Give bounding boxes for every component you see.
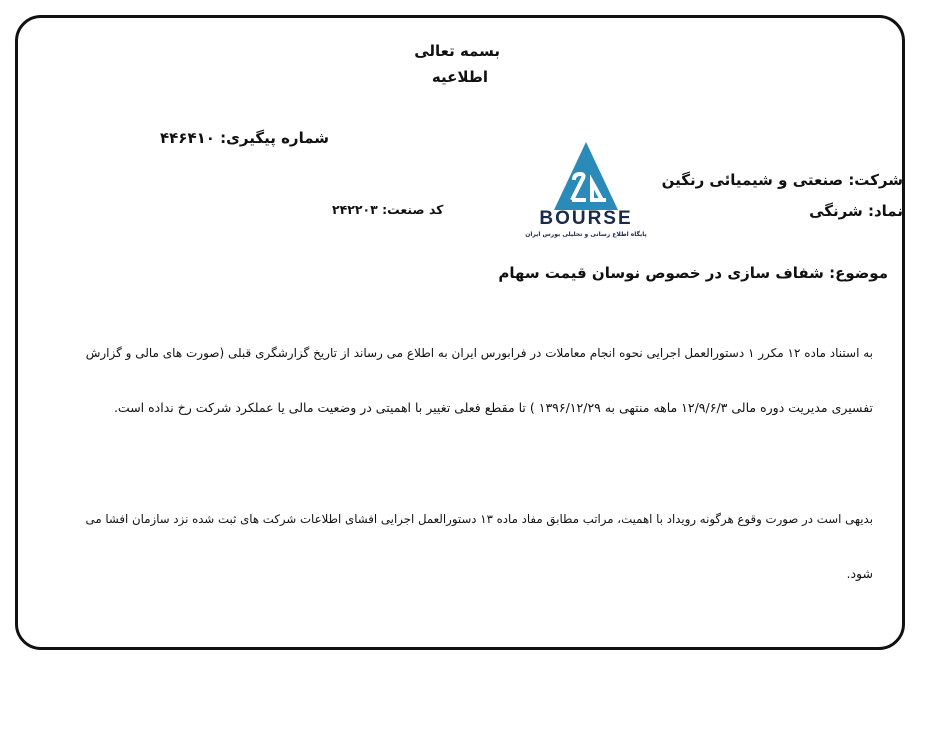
body-paragraph-1-line-2: تفسیری مدیریت دوره مالی ۱۲/۹/۶/۳ ماهه منتهی به ۱۳۹۶/۱۲/۲۹ ) تا مقطع فعلی تغییر با اهمیتی در وضعیت مالی یا عملکرد شرکت رخ نداده است.: [113, 400, 873, 415]
document-frame: [15, 15, 905, 650]
subject-label: موضوع:: [829, 264, 888, 282]
body-paragraph-1-line-1: به استناد ماده ۱۲ مکرر ۱ دستورالعمل اجرایی نحوه انجام معاملات در فرابورس ایران به اطلاع می رساند از تاریخ گزارشگری قبلی (صورت های مالی و گزارش: [85, 346, 873, 360]
tracking-number: [160, 129, 329, 147]
bourse-wordmark: BOURSE: [539, 208, 633, 229]
bismillah-heading: بسمه تعالی: [414, 42, 500, 60]
company-symbol-value: شرنگی: [809, 202, 863, 220]
body-paragraph-2-line-1: بدیهی است در صورت وقوع هرگونه رویداد با اهمیت، مراتب مطابق مفاد ماده ۱۳ دستورالعمل اجرایی افشای اطلاعات شرکت های ثبت شده نزد سازمان افشا می: [85, 512, 873, 526]
tracking-number-label: شماره پیگیری:: [220, 129, 330, 147]
industry-code: [332, 202, 443, 217]
subject-line: [498, 264, 888, 282]
bourse-tagline: پایگاه اطلاع رسانی و تحلیلی بورس ایران: [525, 231, 647, 238]
triangle-emblem-icon: [554, 142, 618, 210]
company-name-label: شرکت:: [848, 171, 903, 189]
bourse-logo: [522, 140, 650, 240]
company-symbol-label: نماد:: [867, 202, 903, 220]
industry-code-value: ۲۴۲۲۰۳: [332, 202, 378, 217]
company-symbol: [809, 202, 903, 220]
announcement-title: اطلاعیه: [431, 68, 489, 86]
tracking-number-value: ۴۴۶۴۱۰: [160, 129, 215, 147]
company-name-value: صنعتی و شیمیائی رنگین: [661, 171, 844, 189]
subject-text: شفاف سازی در خصوص نوسان قیمت سهام: [498, 264, 824, 282]
industry-code-label: کد صنعت:: [382, 202, 444, 217]
company-name: [662, 171, 903, 189]
body-paragraph-2-line-2: شود.: [846, 566, 873, 581]
